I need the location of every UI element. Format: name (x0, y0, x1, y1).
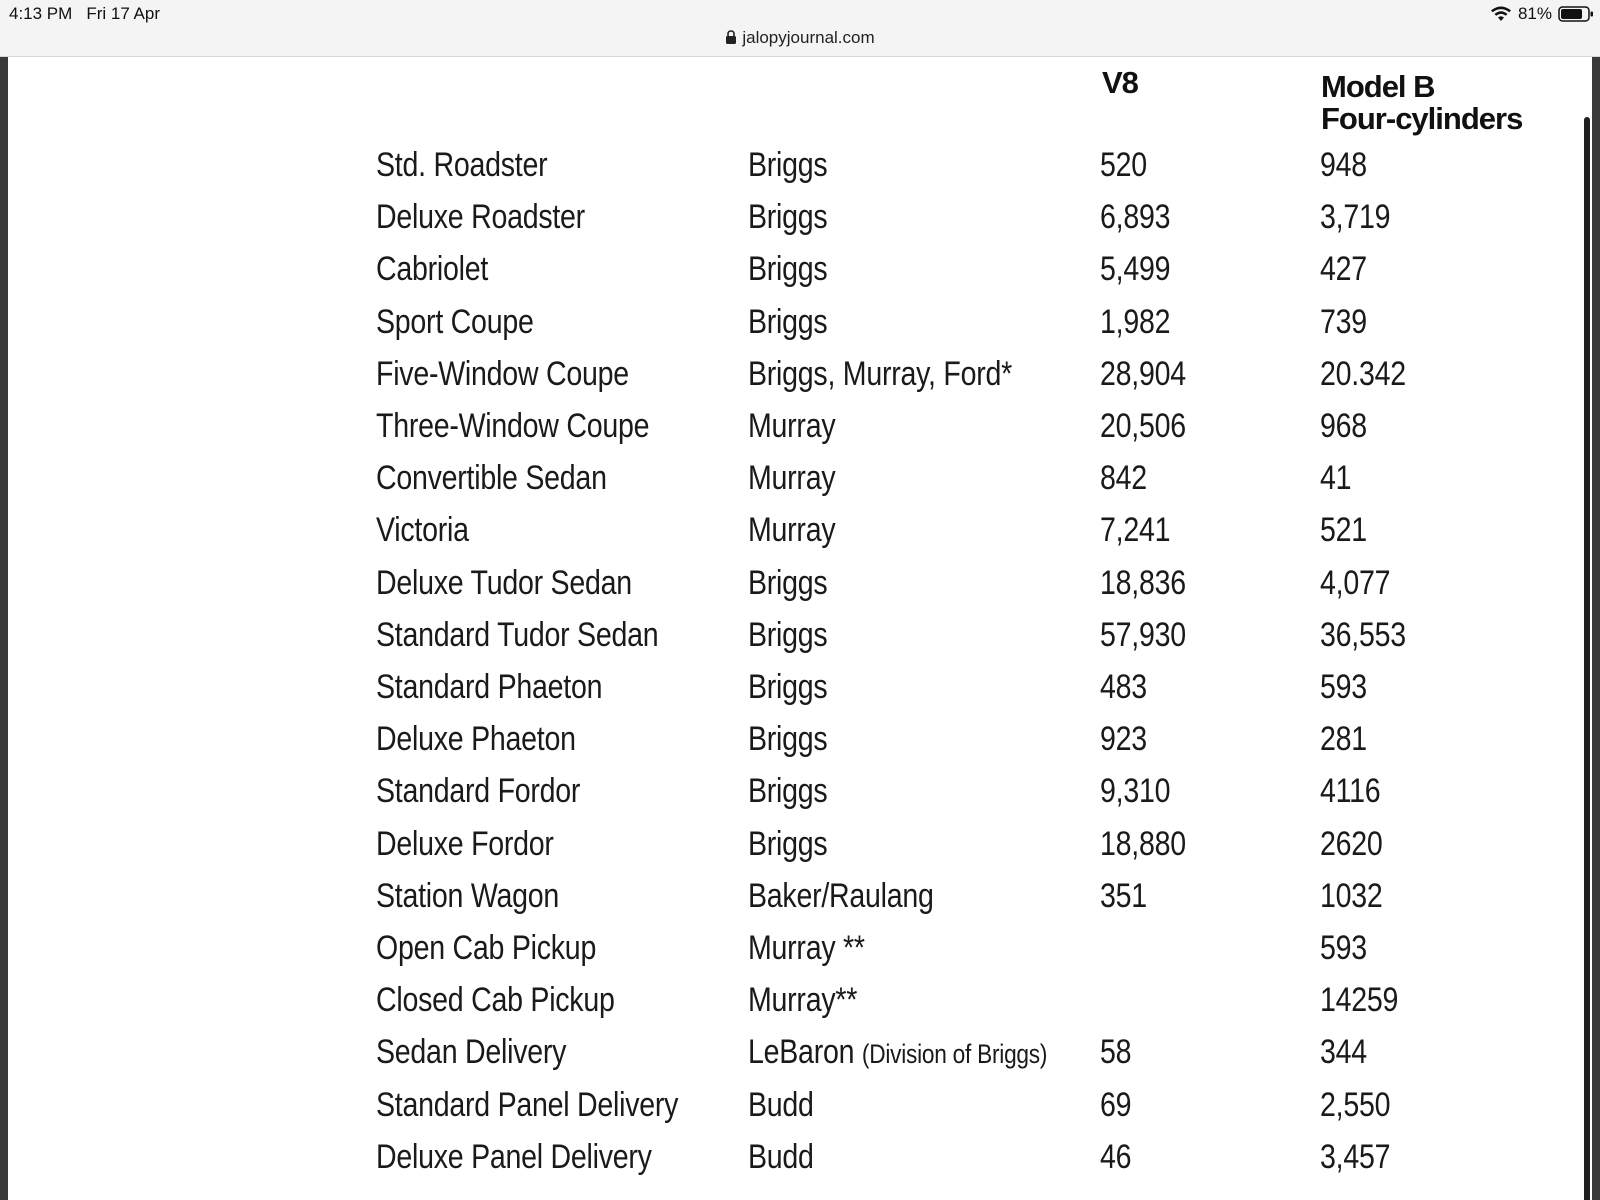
v8-count-cell (1100, 510, 1170, 550)
v8-count-cell-text: 520 (1100, 146, 1147, 184)
model-cell (376, 1032, 566, 1072)
table-row (8, 249, 1592, 301)
table-row (8, 145, 1592, 197)
v8-count-cell-text: 57,930 (1100, 615, 1186, 654)
model-cell-text: Deluxe Phaeton (376, 720, 576, 759)
model-cell-text: Standard Panel Delivery (376, 1085, 679, 1124)
model-cell (376, 406, 649, 446)
table-row (8, 771, 1592, 823)
body-maker-cell-text: Briggs (748, 198, 828, 237)
body-maker-cell-text: Briggs (748, 250, 828, 289)
v8-count-cell (1100, 771, 1170, 811)
model-b-count-cell-text: 344 (1320, 1033, 1367, 1072)
body-maker-cell (748, 145, 827, 185)
v8-count-cell (1100, 249, 1170, 289)
model-cell (376, 1085, 678, 1125)
body-maker-cell (748, 458, 835, 498)
table-row (8, 1085, 1592, 1137)
v8-count-cell-text: 28,904 (1100, 354, 1186, 393)
header-v8: V8 (1102, 65, 1138, 100)
v8-count-cell-text: 46 (1100, 1137, 1132, 1176)
body-maker-cell (748, 354, 1012, 394)
table-row (8, 980, 1592, 1032)
model-b-count-cell (1320, 197, 1390, 237)
body-maker-cell-text: Murray ** (748, 929, 865, 967)
table-row (8, 667, 1592, 719)
model-cell-text: Std. Roadster (376, 146, 548, 184)
table-row (8, 615, 1592, 667)
body-maker-cell (748, 510, 835, 550)
model-b-count-cell (1320, 1085, 1390, 1125)
model-cell (376, 197, 585, 237)
v8-count-cell (1100, 1085, 1131, 1125)
model-cell (376, 719, 576, 759)
model-b-count-cell-text: 2,550 (1320, 1085, 1391, 1124)
table-row (8, 876, 1592, 928)
body-maker-cell (748, 615, 827, 655)
v8-count-cell-text: 20,506 (1100, 407, 1186, 445)
body-maker-cell (748, 980, 857, 1020)
model-b-count-cell-text: 14259 (1320, 981, 1399, 1020)
model-b-count-cell-text: 41 (1320, 459, 1352, 498)
v8-count-cell-text: 18,880 (1100, 824, 1186, 863)
table-row (8, 563, 1592, 615)
model-cell (376, 249, 488, 289)
model-cell-text: Convertible Sedan (376, 459, 607, 498)
v8-count-cell-text: 58 (1100, 1033, 1132, 1072)
model-b-count-cell-text: 593 (1320, 929, 1367, 967)
header-model-b-line1: Model B (1321, 69, 1435, 104)
scrollbar[interactable] (1584, 117, 1590, 1200)
model-b-count-cell (1320, 771, 1380, 811)
table-row (8, 824, 1592, 876)
table-row (8, 928, 1592, 980)
model-b-count-cell (1320, 563, 1390, 603)
v8-count-cell-text: 5,499 (1100, 250, 1171, 289)
model-cell-text: Five-Window Coupe (376, 354, 629, 393)
v8-count-cell (1100, 354, 1186, 394)
v8-count-cell (1100, 302, 1170, 342)
body-maker-cell-text: Briggs (748, 302, 828, 341)
table-row (8, 302, 1592, 354)
status-time: 4:13 PM (9, 4, 73, 23)
model-cell-text: Three-Window Coupe (376, 407, 650, 445)
wifi-icon (1490, 6, 1512, 22)
v8-count-cell-text: 18,836 (1100, 563, 1186, 602)
v8-count-cell (1100, 667, 1147, 707)
url-text: jalopyjournal.com (742, 28, 875, 47)
body-maker-cell-text: Budd (748, 1085, 814, 1124)
body-maker-cell (748, 824, 827, 864)
model-b-count-cell (1320, 667, 1367, 707)
model-b-count-cell (1320, 928, 1367, 968)
document-page (8, 57, 1592, 1200)
model-b-count-cell-text: 2620 (1320, 824, 1383, 863)
v8-count-cell (1100, 458, 1147, 498)
model-b-count-cell (1320, 458, 1351, 498)
table-row (8, 719, 1592, 771)
lock-icon (725, 30, 737, 44)
model-b-count-cell (1320, 510, 1367, 550)
model-cell-text: Sedan Delivery (376, 1033, 567, 1072)
v8-count-cell-text: 9,310 (1100, 772, 1171, 811)
model-cell (376, 771, 580, 811)
body-maker-cell-text: Briggs (748, 563, 828, 602)
model-cell-text: Open Cab Pickup (376, 929, 597, 967)
body-maker-cell-text: Briggs (748, 824, 828, 863)
header-model-b (1321, 71, 1522, 135)
body-maker-cell (748, 876, 934, 916)
v8-count-cell (1100, 563, 1186, 603)
model-cell (376, 354, 629, 394)
body-maker-cell-text: Murray** (748, 981, 858, 1020)
model-b-count-cell-text: 948 (1320, 146, 1367, 184)
body-maker-cell (748, 1085, 814, 1125)
model-b-count-cell (1320, 1137, 1390, 1177)
body-maker-cell-text: Briggs (748, 720, 828, 759)
model-cell-text: Cabriolet (376, 250, 489, 289)
table-row (8, 458, 1592, 510)
model-cell (376, 510, 469, 550)
model-cell (376, 667, 602, 707)
model-b-count-cell-text: 20.342 (1320, 354, 1406, 393)
v8-count-cell-text: 6,893 (1100, 198, 1171, 237)
model-cell (376, 615, 658, 655)
body-maker-cell-text: Baker/Raulang (748, 876, 934, 915)
model-cell-text: Deluxe Panel Delivery (376, 1137, 652, 1176)
model-cell-text: Standard Phaeton (376, 668, 603, 706)
table-row (8, 406, 1592, 458)
body-maker-cell-text: Briggs (748, 772, 828, 811)
body-maker-cell-text: Briggs (748, 146, 828, 184)
model-cell (376, 876, 559, 916)
v8-count-cell-text: 7,241 (1100, 511, 1171, 550)
v8-count-cell (1100, 615, 1186, 655)
body-maker-cell (748, 302, 827, 342)
model-cell (376, 302, 534, 342)
body-maker-cell (748, 719, 827, 759)
status-bar (0, 0, 1600, 57)
model-cell-text: Deluxe Tudor Sedan (376, 563, 632, 602)
model-b-count-cell-text: 521 (1320, 511, 1367, 550)
model-cell-text: Deluxe Roadster (376, 198, 585, 237)
model-b-count-cell (1320, 145, 1367, 185)
model-b-count-cell-text: 4,077 (1320, 563, 1391, 602)
v8-count-cell-text: 483 (1100, 668, 1147, 706)
model-b-count-cell (1320, 302, 1367, 342)
v8-count-cell-text: 923 (1100, 720, 1147, 759)
v8-count-cell (1100, 406, 1186, 446)
status-date: Fri 17 Apr (86, 4, 161, 23)
model-b-count-cell (1320, 249, 1367, 289)
table-row (8, 510, 1592, 562)
v8-count-cell-text: 69 (1100, 1085, 1132, 1124)
model-cell-text: Standard Fordor (376, 772, 581, 811)
body-maker-cell (748, 771, 827, 811)
model-cell (376, 1137, 652, 1177)
table-row (8, 1032, 1592, 1084)
body-maker-cell (748, 667, 827, 707)
model-b-count-cell (1320, 354, 1406, 394)
model-cell (376, 980, 615, 1020)
v8-count-cell-text: 351 (1100, 876, 1147, 915)
model-cell-text: Standard Tudor Sedan (376, 615, 659, 654)
v8-count-cell-text: 1,982 (1100, 302, 1171, 341)
status-indicators (1490, 4, 1594, 24)
model-b-count-cell-text: 427 (1320, 250, 1367, 289)
body-maker-cell-text: Briggs (748, 668, 828, 706)
model-b-count-cell (1320, 824, 1383, 864)
model-b-count-cell-text: 739 (1320, 302, 1367, 341)
v8-count-cell (1100, 876, 1147, 916)
body-maker-cell (748, 1032, 1047, 1074)
body-maker-cell (748, 563, 827, 603)
battery-icon (1558, 6, 1594, 22)
model-b-count-cell-text: 1032 (1320, 876, 1383, 915)
body-maker-note: (Division of Briggs) (861, 1039, 1048, 1070)
model-b-count-cell-text: 3,457 (1320, 1137, 1391, 1176)
body-maker-cell-text: Briggs (748, 615, 828, 654)
model-cell (376, 145, 547, 185)
v8-count-cell (1100, 145, 1147, 185)
model-b-count-cell (1320, 615, 1406, 655)
table-row (8, 1137, 1592, 1189)
body-maker-cell-text: Murray (748, 459, 836, 498)
model-b-count-cell-text: 4116 (1320, 772, 1381, 811)
model-cell-text: Deluxe Fordor (376, 824, 554, 863)
body-maker-cell-text: Budd (748, 1137, 814, 1176)
body-maker-cell-text: Briggs, Murray, Ford* (748, 354, 1012, 393)
model-cell (376, 458, 607, 498)
header-model-b-line2: Four-cylinders (1321, 101, 1523, 136)
v8-count-cell-text: 842 (1100, 459, 1147, 498)
model-b-count-cell (1320, 406, 1367, 446)
model-b-count-cell (1320, 980, 1398, 1020)
body-maker-cell (748, 928, 865, 968)
model-b-count-cell-text: 3,719 (1320, 198, 1391, 237)
address-bar[interactable] (0, 28, 1600, 48)
body-maker-cell-text: Murray (748, 407, 836, 445)
v8-count-cell (1100, 1032, 1131, 1072)
model-b-count-cell-text: 593 (1320, 668, 1367, 706)
table-row (8, 354, 1592, 406)
model-cell (376, 824, 554, 864)
model-cell-text: Closed Cab Pickup (376, 981, 615, 1020)
v8-count-cell (1100, 197, 1170, 237)
body-maker-cell-text: Murray (748, 511, 836, 550)
v8-count-cell (1100, 1137, 1131, 1177)
model-b-count-cell-text: 281 (1320, 720, 1367, 759)
body-maker-cell (748, 406, 835, 446)
model-cell-text: Sport Coupe (376, 302, 534, 341)
body-maker-cell (748, 249, 827, 289)
model-b-count-cell-text: 36,553 (1320, 615, 1406, 654)
model-cell (376, 563, 632, 603)
model-cell-text: Victoria (376, 511, 469, 550)
model-b-count-cell-text: 968 (1320, 407, 1367, 445)
model-cell-text: Station Wagon (376, 876, 560, 915)
body-maker-cell (748, 197, 827, 237)
v8-count-cell (1100, 824, 1186, 864)
model-b-count-cell (1320, 876, 1383, 916)
body-maker-cell (748, 1137, 814, 1177)
model-b-count-cell (1320, 1032, 1367, 1072)
status-clock (9, 4, 160, 24)
battery-percent: 81% (1517, 4, 1552, 23)
body-maker-cell-text: LeBaron (748, 1033, 855, 1072)
table-row (8, 197, 1592, 249)
model-cell (376, 928, 596, 968)
v8-count-cell (1100, 719, 1147, 759)
model-b-count-cell (1320, 719, 1367, 759)
